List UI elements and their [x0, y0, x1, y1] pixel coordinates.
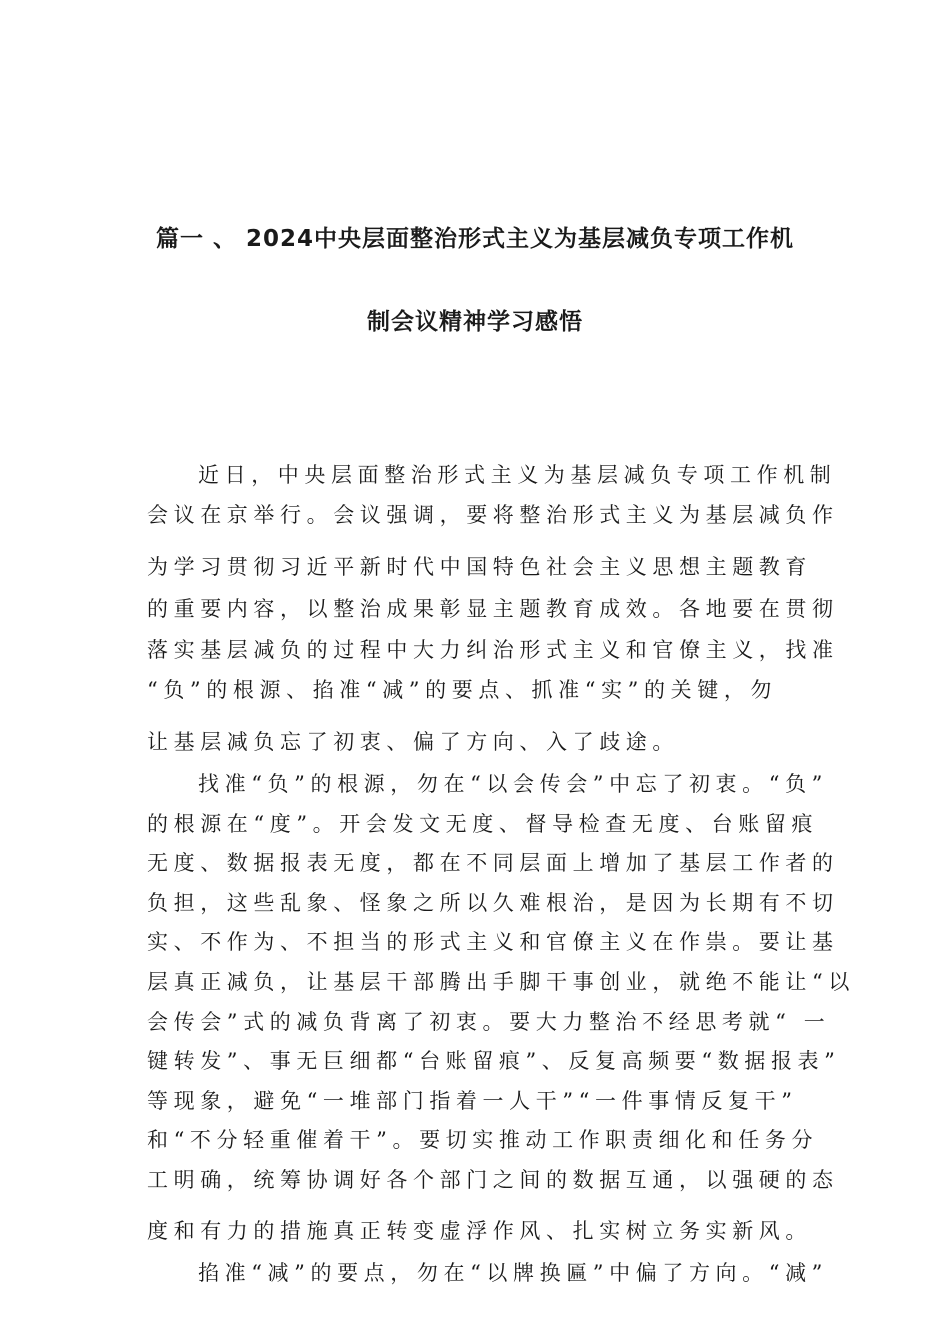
document-title-line-2: 制会议精神学习感悟: [367, 309, 583, 335]
paragraph-line: 近日，中央层面整治形式主义为基层减负专项工作机制: [198, 463, 837, 487]
paragraph-line: 找准“负”的根源，勿在“以会传会”中忘了初衷。“负”: [198, 772, 829, 796]
paragraph-line: 和“不分轻重催着干”。要切实推动工作职责细化和任务分: [147, 1128, 819, 1152]
paragraph-line: 的重要内容，以整治成果彰显主题教育成效。各地要在贯彻: [147, 597, 839, 621]
document-title-line-1: 篇一 、 2024中央层面整治形式主义为基层减负专项工作机: [155, 226, 795, 252]
paragraph-line: 会传会”式的减负背离了初衷。要大力整治不经思考就“ 一: [147, 1010, 831, 1034]
paragraph-line: 工明确，统筹协调好各个部门之间的数据互通，以强硬的态: [147, 1168, 839, 1192]
paragraph-line: 负担，这些乱象、怪象之所以久难根治，是因为长期有不切: [147, 891, 839, 915]
paragraph-line: 实、不作为、不担当的形式主义和官僚主义在作祟。要让基: [147, 930, 839, 954]
paragraph-line: 无度、数据报表无度，都在不同层面上增加了基层工作者的: [147, 851, 839, 875]
paragraph-line: 让基层减负忘了初衷、偏了方向、入了歧途。: [147, 730, 679, 754]
paragraph-line: 落实基层减负的过程中大力纠治形式主义和官僚主义，找准: [147, 638, 839, 662]
paragraph-line: 掐准“减”的要点，勿在“以牌换匾”中偏了方向。“减”: [198, 1261, 829, 1285]
paragraph-line: 为学习贯彻习近平新时代中国特色社会主义思想主题教育: [147, 555, 812, 579]
paragraph-line: 键转发”、事无巨细都“台账留痕”、反复高频要“数据报表”: [147, 1049, 841, 1073]
paragraph-line: “负”的根源、掐准“减”的要点、抓准“实”的关键，勿: [147, 678, 778, 702]
paragraph-line: 度和有力的措施真正转变虚浮作风、扎实树立务实新风。: [147, 1219, 812, 1243]
paragraph-line: 会议在京举行。会议强调，要将整治形式主义为基层减负作: [147, 503, 839, 527]
paragraph-line: 层真正减负，让基层干部腾出手脚干事创业，就绝不能让“以: [147, 970, 855, 994]
paragraph-line: 的根源在“度”。开会发文无度、督导检查无度、台账留痕: [147, 812, 819, 836]
paragraph-line: 等现象，避免“一堆部门指着一人干”“一件事情反复干”: [147, 1089, 798, 1113]
